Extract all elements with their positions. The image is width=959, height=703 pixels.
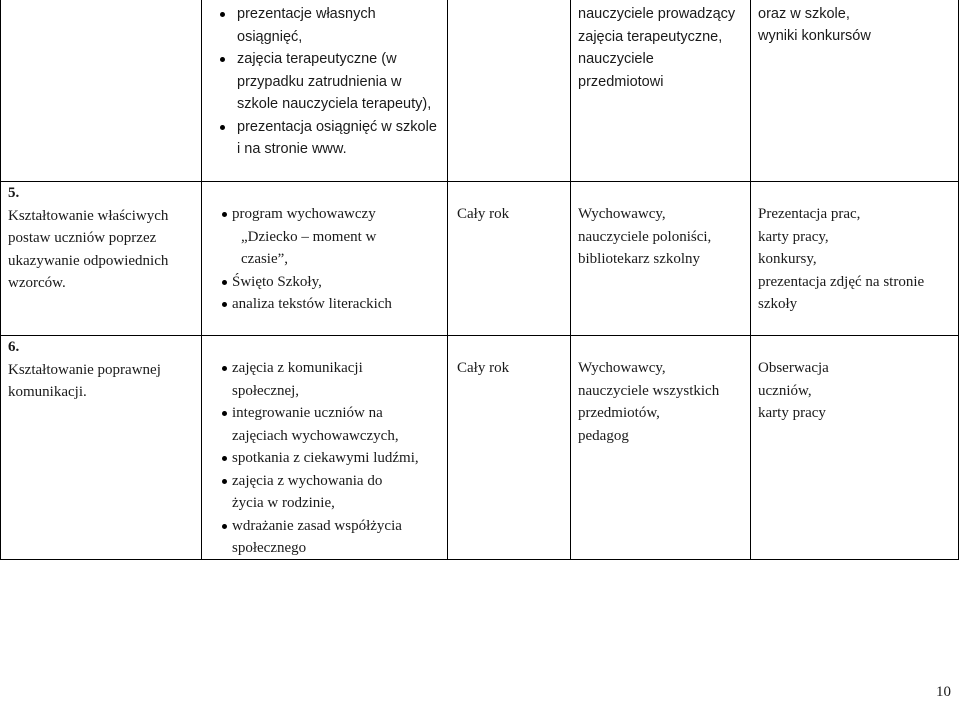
list-item bbox=[237, 116, 440, 161]
text-line: Kształtowanie poprawnej bbox=[8, 361, 161, 378]
list-item bbox=[222, 271, 444, 294]
text-line: szkoły bbox=[758, 296, 798, 312]
text-line: oraz w szkole, bbox=[758, 6, 850, 22]
list-item bbox=[237, 48, 440, 116]
list-item bbox=[237, 3, 440, 48]
row5-term bbox=[457, 203, 567, 226]
bullet-icon bbox=[222, 411, 227, 416]
text-line: pedagog bbox=[578, 427, 629, 444]
text-line: wyniki konkursów bbox=[758, 28, 871, 44]
text-line: konkursy, bbox=[758, 251, 817, 267]
row5-objective bbox=[8, 182, 198, 295]
list-item bbox=[222, 357, 444, 380]
list-item bbox=[222, 293, 444, 316]
text-line: zajęcia terapeutyczne, bbox=[578, 28, 723, 45]
text-line: zajęciach wychowawczych, bbox=[232, 427, 399, 444]
text-line: postaw uczniów poprzez bbox=[8, 230, 157, 246]
text-line: karty pracy bbox=[758, 405, 826, 421]
bullet-icon bbox=[222, 456, 227, 461]
bullet-icon bbox=[222, 280, 227, 285]
top-row-evaluation bbox=[758, 6, 953, 48]
bullet-icon bbox=[220, 125, 225, 130]
list-item bbox=[222, 470, 444, 493]
list-item-text: zajęcia terapeutyczne (w przypadku zatrudnienia w szkole nauczyciela terapeuty), bbox=[237, 51, 432, 112]
row6-evaluation bbox=[758, 357, 953, 425]
bullet-icon bbox=[222, 366, 227, 371]
row6-term bbox=[457, 357, 567, 380]
text-line: społecznej, bbox=[232, 382, 300, 399]
text-line: Obserwacja bbox=[758, 360, 829, 376]
bullet-icon bbox=[222, 524, 227, 529]
text-line: prezentacja zdjęć na stronie bbox=[758, 273, 925, 290]
text-line: Prezentacja prac, bbox=[758, 206, 861, 222]
list-item bbox=[222, 447, 444, 470]
text-line: uczniów, bbox=[758, 382, 812, 399]
row5-methods bbox=[222, 203, 444, 316]
top-row-responsible bbox=[578, 3, 748, 93]
text-line: przedmiotów, bbox=[578, 405, 660, 421]
bullet-icon bbox=[222, 212, 227, 217]
text-line: komunikacji. bbox=[8, 384, 87, 400]
row5-responsible bbox=[578, 203, 748, 271]
text-line: program wychowawczy bbox=[232, 206, 376, 222]
list-item-text: prezentacja osiągnięć w szkole i na stronie www. bbox=[237, 118, 437, 157]
text-line: Cały rok bbox=[457, 206, 510, 222]
column-border bbox=[201, 0, 202, 560]
row6-methods bbox=[222, 357, 444, 560]
text-line: „Dziecko – moment w bbox=[241, 228, 377, 245]
text-line: życia w rodzinie, bbox=[232, 495, 335, 511]
text-line: integrowanie uczniów na bbox=[232, 405, 383, 421]
row-border bbox=[0, 559, 958, 560]
text-line: nauczyciele prowadzący bbox=[578, 6, 736, 22]
text-line: społecznego bbox=[232, 540, 307, 556]
text-line: ukazywanie odpowiednich bbox=[8, 252, 169, 269]
page-number: 10 bbox=[936, 684, 951, 700]
column-border bbox=[0, 0, 1, 560]
text-line: karty pracy, bbox=[758, 228, 829, 245]
row6-responsible bbox=[578, 357, 748, 447]
text-line: wzorców. bbox=[8, 275, 66, 291]
bullet-icon bbox=[222, 479, 227, 484]
text-line: bibliotekarz szkolny bbox=[578, 251, 701, 267]
text-line: nauczyciele wszystkich bbox=[578, 382, 720, 399]
text-line: Cały rok bbox=[457, 360, 510, 376]
text-line: spotkania z ciekawymi ludźmi, bbox=[232, 450, 419, 466]
text-line: Święto Szkoły, bbox=[232, 273, 322, 290]
bullet-icon bbox=[222, 302, 227, 307]
list-item-text: prezentacje własnych osiągnięć, bbox=[237, 6, 376, 45]
text-line: Kształtowanie właściwych bbox=[8, 207, 169, 224]
column-border bbox=[750, 0, 751, 560]
row-number: 6. bbox=[8, 339, 20, 355]
column-border bbox=[447, 0, 448, 560]
text-line: nauczyciele poloniści, bbox=[578, 228, 712, 245]
row-number: 5. bbox=[8, 185, 20, 201]
bullet-icon bbox=[220, 57, 225, 62]
text-line: analiza tekstów literackich bbox=[232, 296, 392, 312]
row5-evaluation bbox=[758, 203, 953, 316]
text-line: Wychowawcy, bbox=[578, 206, 666, 222]
column-border bbox=[570, 0, 571, 560]
text-line: przedmiotowi bbox=[578, 73, 664, 90]
list-item bbox=[222, 203, 444, 226]
list-item bbox=[222, 515, 444, 538]
text-line: wdrażanie zasad współżycia bbox=[232, 517, 402, 534]
text-line: Wychowawcy, bbox=[578, 360, 666, 376]
top-row-methods bbox=[210, 3, 440, 161]
list-item bbox=[222, 402, 444, 425]
row6-objective bbox=[8, 336, 198, 404]
text-line: zajęcia z komunikacji bbox=[232, 360, 363, 376]
bullet-icon bbox=[220, 12, 225, 17]
text-line: zajęcia z wychowania do bbox=[232, 472, 383, 489]
text-line: nauczyciele bbox=[578, 51, 654, 67]
text-line: czasie”, bbox=[241, 251, 289, 267]
